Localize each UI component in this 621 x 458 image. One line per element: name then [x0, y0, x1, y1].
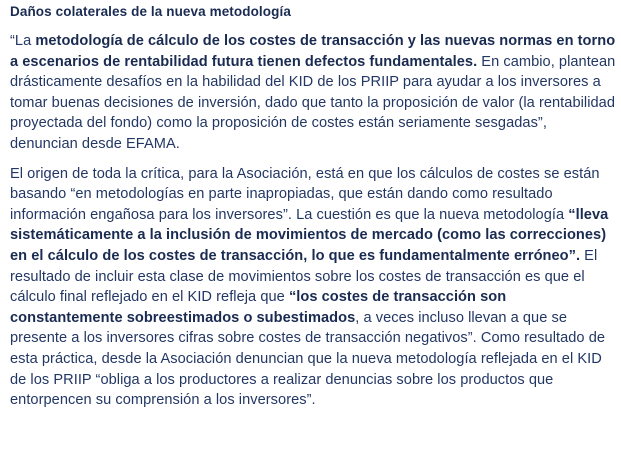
paragraph-text: , a veces incluso llevan a que se presente a los inversores cifras sobre costes de transacción negativos”. Como resultado de esta práctica, desde la Asociación denuncian que la nueva metodología reflejada en el KID de los PRIIP “obliga a los productores a realizar denuncias sobre los productos que entorpencen su comprensión a los inversores”.: [10, 309, 606, 409]
paragraph-text: “La: [10, 33, 36, 49]
paragraph-text: En cambio, plantean drásticamente desafíos en la habilidad del KID de los PRIIP para ayudar a los inversores a tomar buenas decisiones de inversión, dado que tanto la proposición de valor (la rentabilidad proyectada del fondo) como la proposición de costes están seriamente sesgadas”, denuncian desde EFAMA.: [10, 53, 616, 152]
article-heading: Daños colaterales de la nueva metodología: [10, 4, 291, 19]
paragraph-emphasis: “lleva sistemáticamente a la inclusión de movimientos de mercado (como las correcciones) en el cálculo de los costes de transacción, lo que es fundamentalmente erróneo”.: [10, 206, 609, 264]
article-paragraph-2: [10, 164, 616, 411]
paragraph-emphasis: “los costes de transacción son constantemente sobreestimados o subestimados: [10, 289, 507, 326]
paragraph-text: El resultado de incluir esta clase de movimientos sobre los costes de transacción es que el cálculo final reflejado en el KID refleja que: [10, 247, 598, 306]
article: [10, 2, 616, 420]
paragraph-text: El origen de toda la crítica, para la Asociación, está en que los cálculos de costes se están basando “en metodologías en parte inapropiadas, que están dando como resultado información engañosa para los inversores”. La cuestión es que la nueva metodología: [10, 165, 600, 223]
article-paragraph-1: [10, 31, 616, 155]
paragraph-emphasis: metodología de cálculo de los costes de transacción y las nuevas normas en torno a escenarios de rentabilidad futura tienen defectos fundamentales.: [10, 33, 616, 70]
